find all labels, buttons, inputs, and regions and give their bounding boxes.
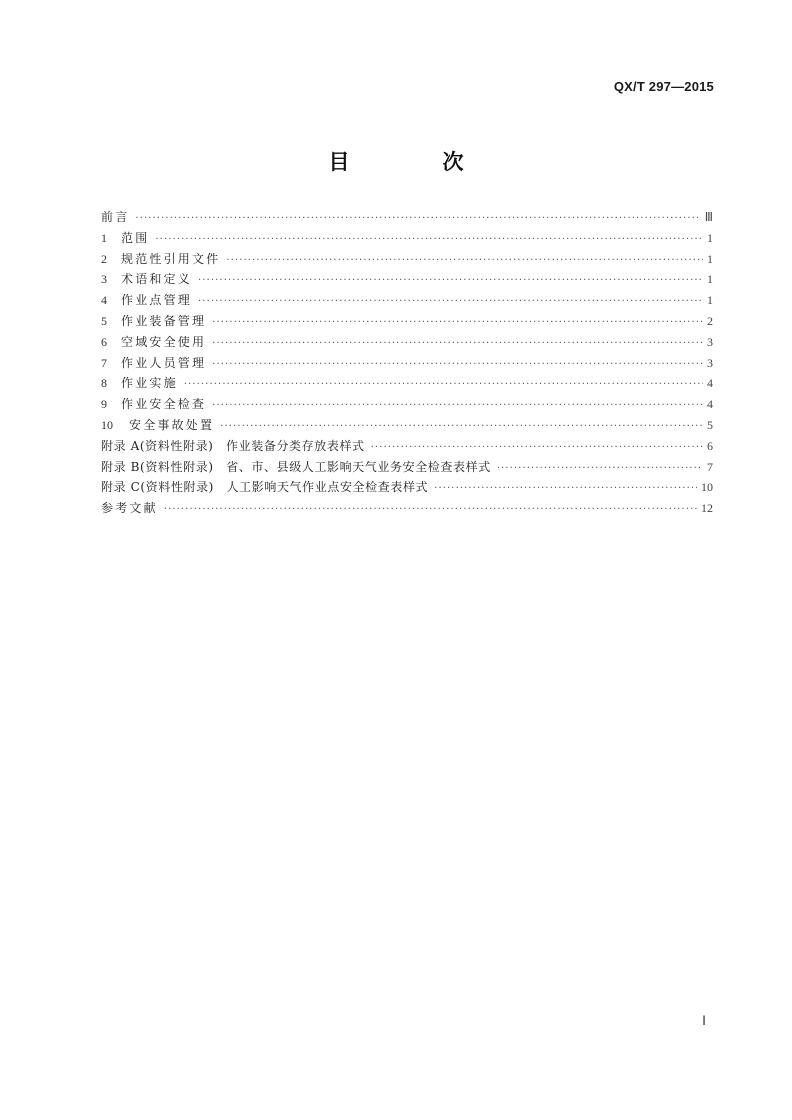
toc-entry-appendix-b[interactable] [101, 457, 713, 478]
toc-entry-page: 1 [707, 251, 713, 266]
toc-entry-number: 2 [101, 251, 107, 266]
toc-leader-dots [220, 417, 703, 438]
toc-entry-page: 1 [707, 272, 713, 287]
toc-entry-number: 8 [101, 376, 107, 391]
toc-entry-page: 10 [701, 480, 713, 495]
toc-entry-text: 范围 [121, 230, 150, 245]
toc-entry-airspace-safety[interactable] [101, 332, 713, 353]
toc-entry-number: 4 [101, 293, 107, 308]
toc-entry-number: 7 [101, 355, 107, 370]
toc-entry-page: 7 [707, 459, 713, 474]
toc-entry-appendix-a[interactable] [101, 436, 713, 457]
toc-entry-page: 12 [701, 501, 713, 516]
toc-entry-text: 作业人员管理 [121, 355, 207, 370]
toc-leader-dots [212, 313, 703, 334]
toc-leader-dots [212, 396, 703, 417]
toc-entry-bibliography[interactable] [101, 498, 713, 519]
toc-title: 目 次 [328, 150, 500, 174]
toc-entry-page: 6 [707, 438, 713, 453]
toc-entry-accident-handling[interactable] [101, 415, 713, 436]
toc-leader-dots [184, 375, 703, 396]
toc-leader-dots [434, 479, 697, 500]
toc-entry-text: 前言 [101, 210, 130, 224]
toc-entry-text: 作业装备管理 [121, 313, 207, 328]
toc-entry-text: 附录 A(资料性附录) 作业装备分类存放表样式 [101, 438, 365, 453]
toc-entry-equipment-management[interactable] [101, 311, 713, 332]
page-number: Ⅰ [702, 1013, 706, 1028]
toc-leader-dots [164, 500, 697, 521]
toc-leader-dots [212, 334, 703, 355]
toc-entry-number: 5 [101, 313, 107, 328]
toc-leader-dots [212, 355, 703, 376]
table-of-contents [101, 207, 713, 519]
toc-entry-page: Ⅲ [704, 210, 713, 224]
toc-entry-number: 1 [101, 230, 107, 245]
toc-leader-dots [198, 271, 703, 292]
toc-entry-text: 附录 B(资料性附录) 省、市、县级人工影响天气业务安全检查表样式 [101, 459, 491, 474]
toc-entry-text: 作业安全检查 [121, 397, 207, 412]
toc-entry-number: 6 [101, 334, 107, 349]
toc-entry-terms-definitions[interactable] [101, 269, 713, 290]
toc-entry-number: 3 [101, 272, 107, 287]
toc-entry-page: 3 [707, 334, 713, 349]
toc-leader-dots [497, 459, 703, 480]
toc-leader-dots [226, 251, 703, 272]
toc-entry-page: 3 [707, 355, 713, 370]
toc-entry-text: 作业点管理 [121, 293, 193, 308]
toc-leader-dots [155, 230, 703, 251]
toc-entry-scope[interactable] [101, 228, 713, 249]
toc-entry-page: 4 [707, 397, 713, 412]
toc-entry-foreword[interactable] [101, 207, 713, 228]
toc-entry-text: 作业实施 [121, 376, 178, 391]
toc-entry-text: 术语和定义 [121, 272, 193, 287]
toc-leader-dots [371, 438, 703, 459]
toc-entry-appendix-c[interactable] [101, 477, 713, 498]
toc-entry-page: 4 [707, 376, 713, 391]
standard-code: QX/T 297—2015 [613, 79, 714, 94]
toc-entry-personnel-management[interactable] [101, 353, 713, 374]
toc-entry-operation-implementation[interactable] [101, 373, 713, 394]
toc-entry-normative-references[interactable] [101, 249, 713, 270]
toc-leader-dots [135, 209, 700, 230]
toc-entry-number: 10 [101, 417, 113, 432]
toc-entry-text: 附录 C(资料性附录) 人工影响天气作业点安全检查表样式 [101, 480, 429, 495]
toc-entry-page: 1 [707, 230, 713, 245]
toc-entry-text: 规范性引用文件 [121, 251, 221, 266]
toc-entry-number: 9 [101, 397, 107, 412]
toc-entry-site-management[interactable] [101, 290, 713, 311]
toc-entry-page: 2 [707, 313, 713, 328]
toc-leader-dots [198, 292, 703, 313]
toc-entry-text: 安全事故处置 [129, 417, 215, 432]
toc-entry-page: 5 [707, 417, 713, 432]
toc-entry-text: 空域安全使用 [121, 334, 207, 349]
toc-entry-page: 1 [707, 293, 713, 308]
toc-entry-text: 参考文献 [101, 501, 158, 516]
toc-entry-safety-inspection[interactable] [101, 394, 713, 415]
